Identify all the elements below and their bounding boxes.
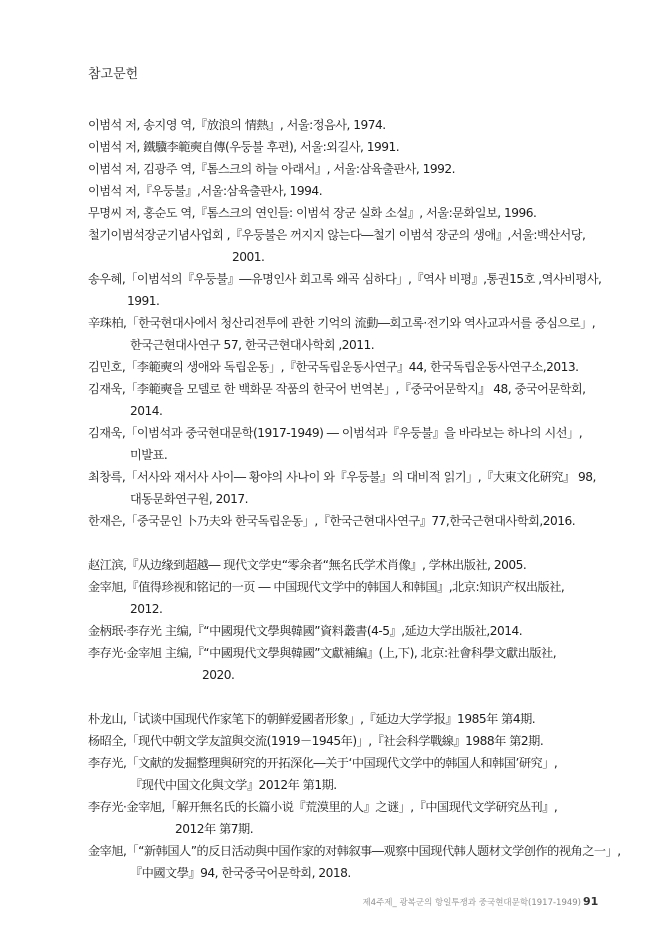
page-title: 참고문헌 [88, 67, 139, 82]
reference-line: 이범석 저, 김광주 역,『톰스크의 하늘 아래서』, 서울:삼육출판사, 1992. [88, 162, 456, 176]
reference-line: 李存光,「文献的发掘整理與研究的开拓深化―关于‘中国现代文学中的韩国人和韩国’研究」, [88, 756, 558, 770]
reference-line: 송우혜,「이범석의『우둥불』―유명인사 회고록 왜곡 심하다」,『역사 비평』,통권15호 ,역사비평사, [88, 272, 602, 286]
reference-line: 김민호,「李範奭의 생애와 독립운동」,『한국독립운동사연구』44, 한국독립운동사연구소,2013. [88, 360, 579, 374]
reference-line: 한재은,「중국문인 卜乃夫와 한국독립운동」,『한국근현대사연구』77,한국근현대사학회,2016. [88, 514, 576, 528]
reference-line: 金柄珉·李存光 主编,『“中國現代文學與韓國”資料叢書(4-5』,延边大学出版社,2014. [88, 624, 523, 638]
reference-line: 金宰旭,『值得珍视和铭记的一页 ― 中国现代文学中的韩国人和韩国』,北京:知识产权出版社, [88, 580, 565, 594]
reference-continuation: 2020. [202, 668, 235, 682]
reference-line: 이범석 저, 鐵驥李範奭自傳(우둥불 후편), 서울:외길사, 1991. [88, 140, 400, 154]
reference-line: 朴龙山,「试谈中国现代作家笔下的朝鲜爱國者形象」,『延边大学学报』1985年 第4期. [88, 712, 536, 726]
reference-line: 김재욱,「李範奭을 모델로 한 백화문 작품의 한국어 번역본」,『중국어문학지』 48, 중국어문학회, [88, 382, 586, 396]
reference-line: 李存光·金宰旭 主编,『“中國現代文學與韓國”文獻補編』(上,下), 北京:社會科學文獻出版社, [88, 646, 557, 660]
reference-line: 무명씨 저, 홍순도 역,『톰스크의 연인들: 이범석 장군 실화 소설』, 서울:문화일보, 1996. [88, 206, 537, 220]
reference-continuation: 2012年 第7期. [175, 822, 254, 836]
reference-continuation: 1991. [127, 294, 160, 308]
reference-continuation: 2014. [130, 404, 163, 418]
page-number: 91 [583, 895, 599, 908]
reference-line: 최창륵,「서사와 재서사 사이― 황야의 사나이 와『우둥불』의 대비적 읽기」,『大東文化硏究』 98, [88, 470, 596, 484]
reference-line: 辛珠柏,「한국현대사에서 청산리전투에 관한 기억의 流動―회고록·전기와 역사교과서를 중심으로」, [88, 316, 596, 330]
running-title: 제4주제_ 광복군의 항일투쟁과 중국현대문학(1917-1949) [362, 898, 581, 908]
reference-line: 李存光·金宰旭,「解开無名氏的长篇小说『荒漠里的人』之谜」,『中国现代文学研究丛刊』, [88, 800, 558, 814]
reference-continuation: 2012. [130, 602, 163, 616]
reference-line: 赵江滨,『从边缘到超越― 现代文学史“零余者“無名氏学术肖像』, 学林出版社, 2005. [88, 558, 527, 572]
reference-continuation: 대동문화연구원, 2017. [130, 492, 249, 506]
reference-line: 김재욱,「이범석과 중국현대문학(1917-1949) ― 이범석과『우둥불』을 바라보는 하나의 시선」, [88, 426, 583, 440]
reference-line: 杨昭全,「现代中朝文学友誼與交流(1919－1945年)」,『社会科学戰線』1988年 第2期. [88, 734, 544, 748]
reference-continuation: 미발표. [130, 448, 168, 462]
reference-continuation: 2001. [232, 250, 265, 264]
reference-line: 이범석 저, 송지영 역,『放浪의 情熱』, 서울:정음사, 1974. [88, 118, 386, 132]
reference-continuation: 『现代中国文化與文学』2012年 第1期. [130, 778, 337, 792]
reference-continuation: 『中國文學』94, 한국중국어문학회, 2018. [130, 866, 351, 880]
reference-line: 철기이범석장군기념사업회 ,『우둥불은 꺼지지 않는다―철기 이범석 장군의 생애』,서울:백산서당, [88, 228, 586, 242]
reference-line: 金宰旭,「“新韩国人”的反日活动與中国作家的对韩叙事―观察中国现代韩人题材文学创作的视角之一」, [88, 844, 621, 858]
reference-line: 이범석 저,『우둥불』,서울:삼육출판사, 1994. [88, 184, 323, 198]
reference-continuation: 한국근현대사연구 57, 한국근현대사학회 ,2011. [130, 338, 375, 352]
